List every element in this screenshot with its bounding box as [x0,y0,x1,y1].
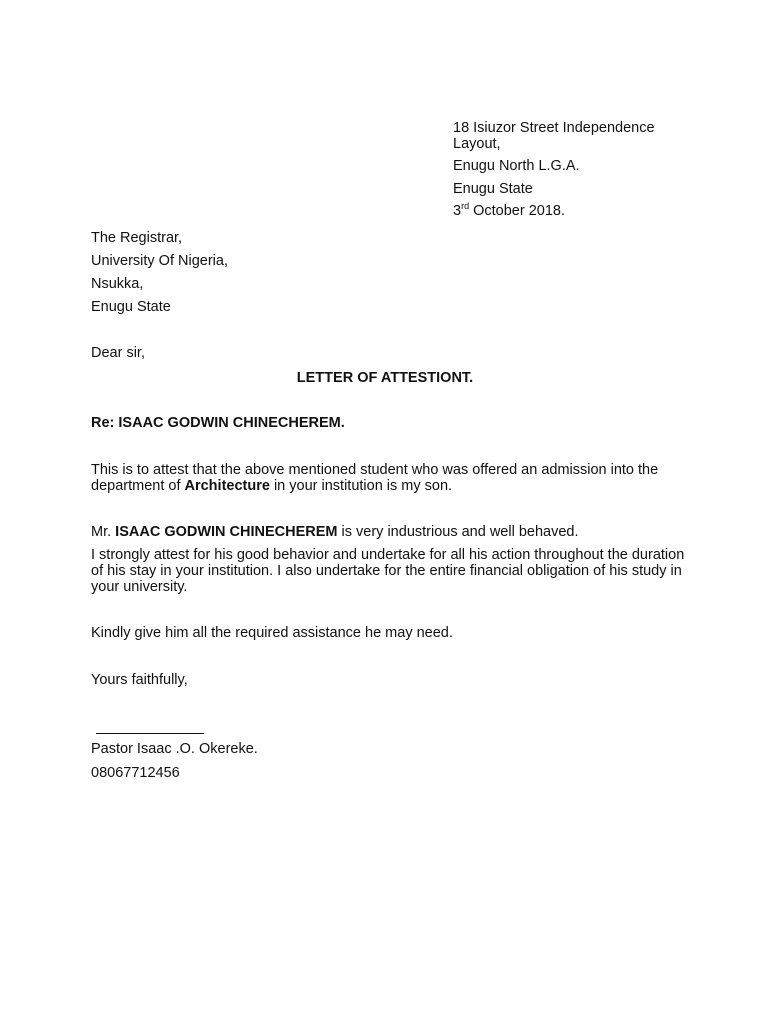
signer-phone: 08067712456 [91,765,180,781]
letter-date-day: 3 [453,203,462,219]
letter-date [453,203,713,219]
recipient-line2: University Of Nigeria, [91,253,228,269]
paragraph-character-prefix: Mr. [91,524,116,540]
recipient-line4: Enugu State [91,299,171,315]
signer-name: Pastor Isaac .O. Okereke. [91,741,258,757]
paragraph-character-suffix: is very industrious and well behaved. [337,524,579,540]
paragraph-admission-part1: This is to attest that the above mentioned student who was offered an admission into the department of [91,462,659,494]
salutation: Dear sir, [91,345,145,361]
paragraph-undertaking: I strongly attest for his good behavior and undertake for all his action throughout the duration of his stay in your institution. I also undertake for the entire financial obligation of his study in your university. [91,547,685,595]
paragraph-admission [91,462,691,494]
signature-line [96,733,204,734]
recipient-line3: Nsukka, [91,276,144,292]
student-name: ISAAC GODWIN CHINECHEREM [115,524,338,540]
department-name: Architecture [184,478,270,494]
sender-address [453,120,713,219]
closing: Yours faithfully, [91,672,188,688]
sender-address-line3: Enugu North L.G.A. [453,158,580,174]
sender-address-line1: 18 Isiuzor Street Independence [453,120,655,136]
re-line: Re: ISAAC GODWIN CHINECHEREM. [91,415,345,431]
paragraph-admission-part2: in your institution is my son. [269,478,453,494]
letter-heading-text: LETTER OF ATTESTIONT. [296,370,474,386]
sender-address-line2: Layout, [453,136,501,152]
recipient-address [91,229,228,321]
sender-address-line4: Enugu State [453,181,533,197]
letter-date-suffix: rd [461,201,470,212]
paragraph-request: Kindly give him all the required assistance he may need. [91,625,453,641]
recipient-line1: The Registrar, [91,230,183,246]
letter-heading [0,370,768,386]
paragraph-character [91,524,691,540]
letter-date-rest: October 2018. [469,203,566,219]
